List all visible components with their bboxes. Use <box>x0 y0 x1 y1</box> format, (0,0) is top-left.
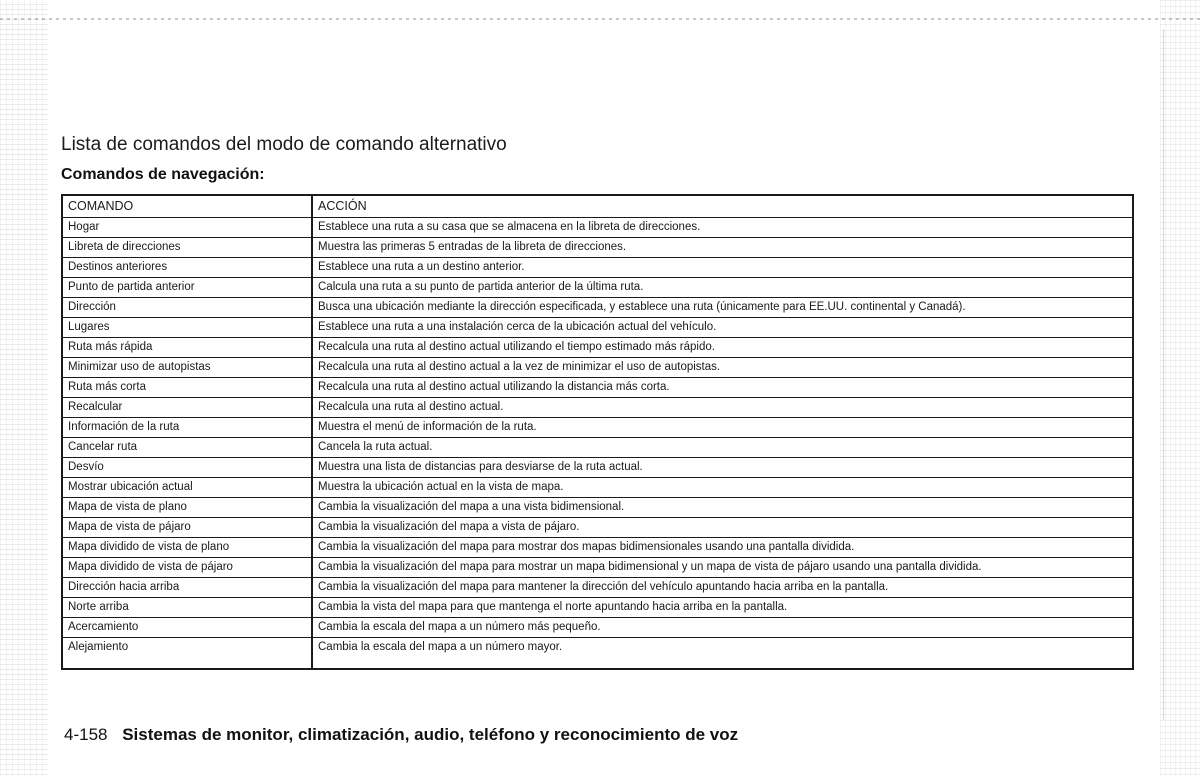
scan-edge-top <box>0 18 1200 20</box>
action-cell: Cambia la visualización del mapa a vista de pájaro. <box>312 518 1133 538</box>
table-row <box>62 418 1133 438</box>
table-row <box>62 598 1133 618</box>
command-cell: Destinos anteriores <box>62 258 312 278</box>
action-cell: Muestra la ubicación actual en la vista de mapa. <box>312 478 1133 498</box>
action-cell: Busca una ubicación mediante la dirección especificada, y establece una ruta (únicamente para EE.UU. continental y Canadá). <box>312 298 1133 318</box>
section-title: Lista de comandos del modo de comando alternativo <box>61 134 507 155</box>
action-cell: Cambia la visualización del mapa a una vista bidimensional. <box>312 498 1133 518</box>
table-row <box>62 498 1133 518</box>
action-cell: Establece una ruta a un destino anterior. <box>312 258 1133 278</box>
action-cell: Cambia la escala del mapa a un número mayor. <box>312 638 1133 670</box>
table-row <box>62 518 1133 538</box>
action-cell: Cambia la escala del mapa a un número más pequeño. <box>312 618 1133 638</box>
action-cell: Cambia la vista del mapa para que mantenga el norte apuntando hacia arriba en la pantalla. <box>312 598 1133 618</box>
chapter-title: Sistemas de monitor, climatización, audio, teléfono y reconocimiento de voz <box>122 725 739 744</box>
command-cell: Mapa dividido de vista de plano <box>62 538 312 558</box>
command-cell: Cancelar ruta <box>62 438 312 458</box>
action-cell: Establece una ruta a su casa que se almacena en la libreta de direcciones. <box>312 218 1133 238</box>
column-header-command: COMANDO <box>62 195 312 218</box>
command-cell: Libreta de direcciones <box>62 238 312 258</box>
command-cell: Mapa de vista de plano <box>62 498 312 518</box>
table-row <box>62 618 1133 638</box>
scan-edge-right <box>1160 0 1200 775</box>
command-cell: Lugares <box>62 318 312 338</box>
table-row <box>62 638 1133 670</box>
table-header-row <box>62 195 1133 218</box>
command-cell: Hogar <box>62 218 312 238</box>
table-row <box>62 558 1133 578</box>
table-row <box>62 238 1133 258</box>
page-number: 4-158 <box>64 725 108 744</box>
command-cell: Ruta más rápida <box>62 338 312 358</box>
action-cell: Recalcula una ruta al destino actual a la vez de minimizar el uso de autopistas. <box>312 358 1133 378</box>
table-row <box>62 318 1133 338</box>
page-footer <box>64 725 738 745</box>
action-cell: Muestra el menú de información de la ruta. <box>312 418 1133 438</box>
commands-table <box>61 194 1134 670</box>
command-cell: Dirección hacia arriba <box>62 578 312 598</box>
table-row <box>62 458 1133 478</box>
table-row <box>62 378 1133 398</box>
table-row <box>62 438 1133 458</box>
action-cell: Muestra una lista de distancias para desviarse de la ruta actual. <box>312 458 1133 478</box>
command-cell: Norte arriba <box>62 598 312 618</box>
action-cell: Recalcula una ruta al destino actual. <box>312 398 1133 418</box>
table-row <box>62 478 1133 498</box>
table-row <box>62 358 1133 378</box>
command-cell: Minimizar uso de autopistas <box>62 358 312 378</box>
command-cell: Desvío <box>62 458 312 478</box>
table-row <box>62 578 1133 598</box>
command-cell: Ruta más corta <box>62 378 312 398</box>
command-cell: Información de la ruta <box>62 418 312 438</box>
action-cell: Cambia la visualización del mapa para mantener la dirección del vehículo apuntando hacia arriba en la pantalla. <box>312 578 1133 598</box>
action-cell: Cancela la ruta actual. <box>312 438 1133 458</box>
table-row <box>62 338 1133 358</box>
action-cell: Recalcula una ruta al destino actual utilizando el tiempo estimado más rápido. <box>312 338 1133 358</box>
column-header-action: ACCIÓN <box>312 195 1133 218</box>
table-row <box>62 278 1133 298</box>
scan-fold-line <box>1163 30 1164 720</box>
command-cell: Mapa de vista de pájaro <box>62 518 312 538</box>
subsection-title: Comandos de navegación: <box>61 166 265 183</box>
table-row <box>62 218 1133 238</box>
command-cell: Punto de partida anterior <box>62 278 312 298</box>
action-cell: Establece una ruta a una instalación cerca de la ubicación actual del vehículo. <box>312 318 1133 338</box>
scan-edge-left <box>0 0 48 775</box>
command-cell: Mapa dividido de vista de pájaro <box>62 558 312 578</box>
command-cell: Recalcular <box>62 398 312 418</box>
command-cell: Dirección <box>62 298 312 318</box>
action-cell: Calcula una ruta a su punto de partida anterior de la última ruta. <box>312 278 1133 298</box>
command-cell: Alejamiento <box>62 638 312 670</box>
action-cell: Muestra las primeras 5 entradas de la libreta de direcciones. <box>312 238 1133 258</box>
action-cell: Cambia la visualización del mapa para mostrar dos mapas bidimensionales usando una pantalla dividida. <box>312 538 1133 558</box>
action-cell: Cambia la visualización del mapa para mostrar un mapa bidimensional y un mapa de vista de pájaro usando una pantalla dividida. <box>312 558 1133 578</box>
table-row <box>62 298 1133 318</box>
table-row <box>62 258 1133 278</box>
table-row <box>62 538 1133 558</box>
action-cell: Recalcula una ruta al destino actual utilizando la distancia más corta. <box>312 378 1133 398</box>
command-cell: Acercamiento <box>62 618 312 638</box>
command-cell: Mostrar ubicación actual <box>62 478 312 498</box>
table-row <box>62 398 1133 418</box>
